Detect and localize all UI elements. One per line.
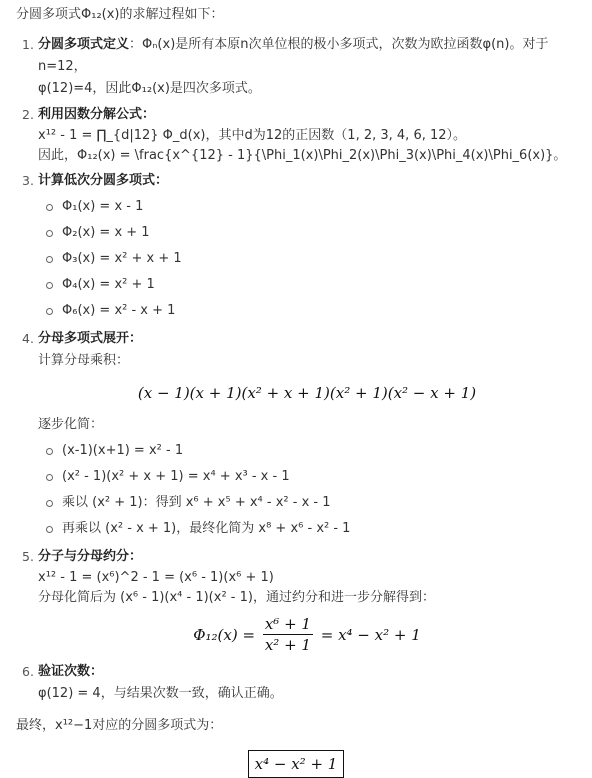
step-6-number: 6. [22, 664, 34, 679]
steps-list [16, 34, 576, 705]
list-item: (x-1)(x+1) = x² - 1 [38, 438, 576, 464]
step-4-number: 4. [22, 331, 34, 346]
step-2 [16, 104, 576, 166]
step-4-title: 分母多项式展开 [38, 331, 130, 346]
fraction [263, 614, 313, 655]
step-4-items [38, 438, 576, 542]
intro-text: 分圆多项式Φ₁₂(x)的求解过程如下： [16, 7, 224, 22]
step-3-title: 计算低次分圆多项式 [38, 173, 156, 188]
phi12-result-formula [38, 614, 576, 655]
list-item: 乘以 (x² + 1)：得到 x⁶ + x⁵ + x⁴ - x² - x - 1 [38, 490, 576, 516]
step-3-items [38, 194, 576, 324]
fraction-numerator: x⁶ + 1 [264, 615, 311, 633]
step-4 [16, 328, 576, 542]
step-2-number: 2. [22, 107, 34, 122]
final-answer-wrap [16, 750, 576, 778]
step-2-line2: 因此，Φ₁₂(x) = \frac{x^{12} - 1}{\Phi_1(x)\Phi_2(x)\Phi_3(x)\Phi_4(x)\Phi_6(x)}。 [38, 148, 567, 163]
step-3-number: 3. [22, 173, 34, 188]
step-2-title-suffix: ： [142, 107, 156, 122]
step-4-line2: 逐步化简： [38, 417, 104, 432]
list-item: (x² - 1)(x² + x + 1) = x⁴ + x³ - x - 1 [38, 464, 576, 490]
step-5-number: 5. [22, 549, 34, 564]
step-5 [16, 546, 576, 655]
formula-right: = x⁴ − x² + 1 [320, 625, 421, 644]
list-item: Φ₂(x) = x + 1 [38, 220, 576, 246]
list-item: Φ₃(x) = x² + x + 1 [38, 246, 576, 272]
list-item: Φ₄(x) = x² + 1 [38, 272, 576, 298]
final-answer-box: x⁴ − x² + 1 [248, 750, 345, 778]
fraction-denominator: x² + 1 [264, 636, 311, 654]
step-2-title: 利用因数分解公式 [38, 107, 143, 122]
step-6-title-suffix: ： [90, 664, 104, 679]
step-1-title: 分圆多项式定义 [38, 37, 130, 52]
final-text: 最终，x¹²−1对应的分圆多项式为： [16, 718, 223, 733]
step-1 [16, 34, 576, 100]
step-6 [16, 661, 576, 705]
denominator-product-formula: (x − 1)(x + 1)(x² + x + 1)(x² + 1)(x² − x + 1) [137, 384, 477, 402]
step-1-number: 1. [22, 37, 34, 52]
step-5-line2: 分母化简后为 (x⁶ - 1)(x⁴ - 1)(x² - 1)，通过约分和进一步分解得到： [38, 590, 435, 605]
list-item: Φ₁(x) = x - 1 [38, 194, 576, 220]
formula-left: Φ₁₂(x) = [193, 625, 256, 644]
step-4-line1: 计算分母乘积： [38, 353, 130, 368]
step-6-title: 验证次数 [38, 664, 91, 679]
step-5-title-suffix: ： [129, 549, 143, 564]
step-2-line1: x¹² - 1 = ∏_{d|12} Φ_d(x)，其中d为12的正因数（1, 2, 3, 4, 6, 12）。 [38, 128, 467, 143]
step-6-line1: φ(12) = 4，与结果次数一致，确认正确。 [38, 686, 283, 701]
step-3-title-suffix: ： [155, 173, 169, 188]
list-item: Φ₆(x) = x² - x + 1 [38, 298, 576, 324]
step-1-line1: ：Φₙ(x)是所有本原n次单位根的极小多项式，次数为欧拉函数φ(n)。对于n=12， [38, 37, 549, 74]
step-5-line1: x¹² - 1 = (x⁶)^2 - 1 = (x⁶ - 1)(x⁶ + 1) [38, 570, 274, 585]
step-5-title: 分子与分母约分 [38, 549, 130, 564]
step-3 [16, 170, 576, 324]
step-1-line2: φ(12)=4，因此Φ₁₂(x)是四次多项式。 [38, 81, 261, 96]
list-item: 再乘以 (x² - x + 1)，最终化简为 x⁸ + x⁶ - x² - 1 [38, 516, 576, 542]
step-4-title-suffix: ： [129, 331, 143, 346]
